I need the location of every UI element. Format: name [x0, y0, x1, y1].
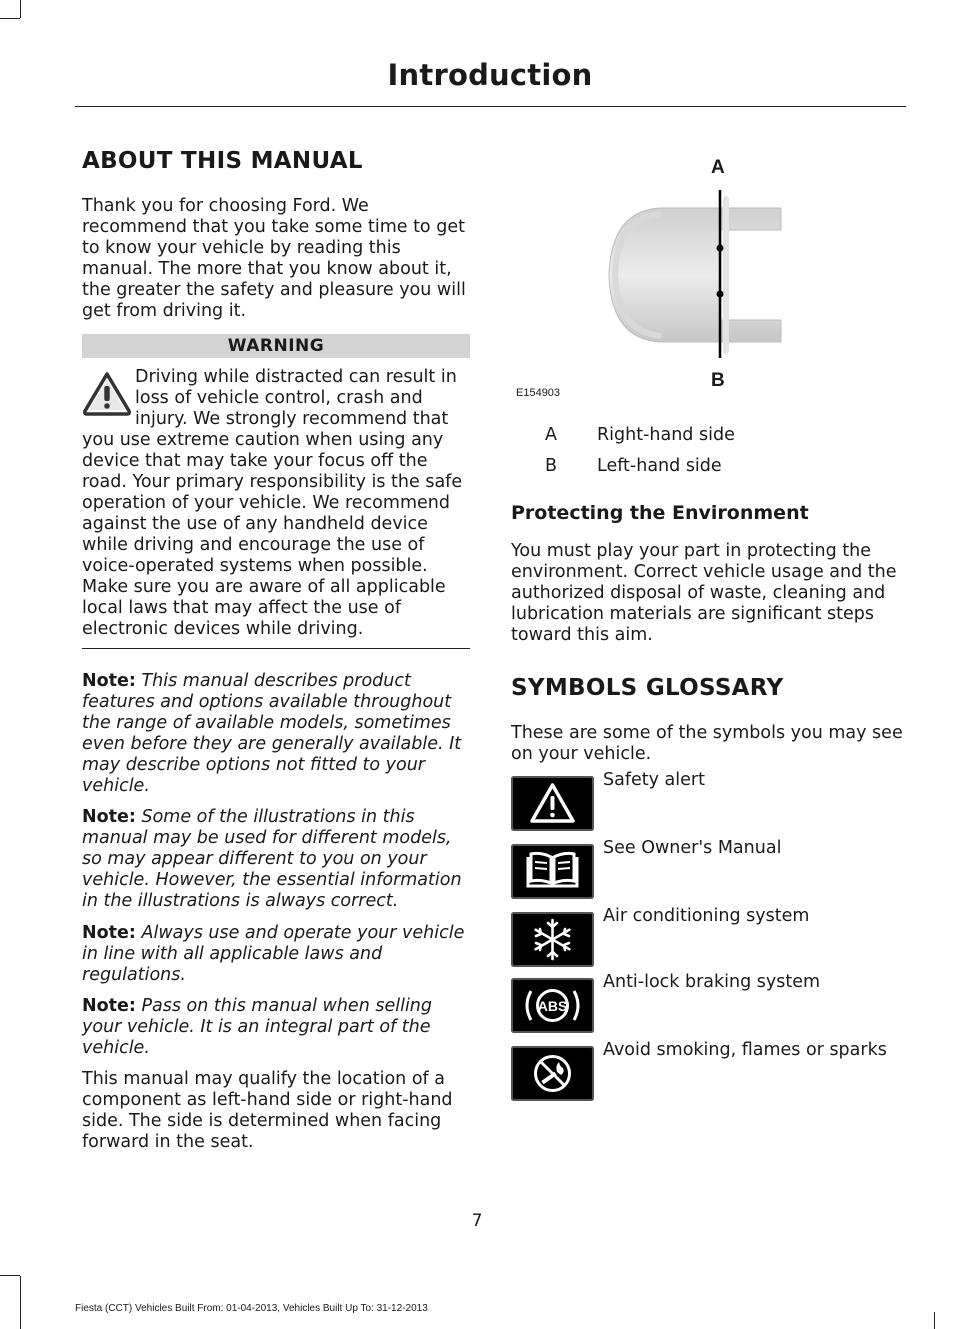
legend-value: Right-hand side [597, 425, 735, 445]
symbol-row-air-conditioning [511, 906, 903, 968]
note-1 [82, 671, 470, 797]
symbol-label: See Owner's Manual [603, 838, 782, 858]
warning-block [82, 367, 470, 640]
about-closing: This manual may qualify the location of a component as left-hand side or right-hand side. The side is determined when facing forward in the seat. [82, 1069, 453, 1152]
note-text: Always use and operate your vehicle in line with all applicable laws and regulations. [82, 923, 465, 985]
glossary-heading: SYMBOLS GLOSSARY [511, 675, 784, 701]
warning-end-rule [82, 648, 470, 649]
figure-label-b: B [711, 370, 725, 391]
symbol-label: Avoid smoking, flames or sparks [603, 1040, 887, 1060]
title-divider [75, 106, 906, 107]
note-3 [82, 923, 470, 986]
air-conditioning-icon [511, 912, 594, 967]
symbol-row-abs [511, 972, 903, 1034]
about-heading: ABOUT THIS MANUAL [82, 148, 363, 174]
warning-triangle-icon [82, 371, 132, 417]
symbol-row-safety-alert [511, 770, 903, 832]
glossary-intro: These are some of the symbols you may see on your vehicle. [511, 723, 903, 764]
legend-value: Left-hand side [597, 456, 722, 476]
legend-key: B [545, 456, 558, 476]
vehicle-top-view-illustration [601, 190, 821, 360]
warning-text: Driving while distracted can result in loss of vehicle control, crash and injury. We strongly recommend that you use extreme caution when using any device that may take your focus off the road. Your primary responsibility is the safe operation of your vehicle. We recommend against the use of any handheld device while driving and encourage the use of voice-operated systems when possible. Make sure you are aware of all applicable local laws that may affect the use of electronic devices while driving. [82, 367, 463, 639]
crop-mark [20, 0, 21, 18]
figure-label-a: A [711, 157, 725, 178]
svg-text:ABS: ABS [537, 998, 568, 1014]
note-label: Note: [82, 996, 136, 1016]
symbol-row-owners-manual [511, 838, 903, 900]
note-4 [82, 996, 470, 1059]
note-text: Pass on this manual when selling your vehicle. It is an integral part of the vehicle. [82, 996, 433, 1058]
note-label: Note: [82, 807, 136, 827]
crop-mark [0, 1275, 20, 1276]
symbol-row-no-smoking [511, 1040, 903, 1102]
no-smoking-flames-icon [511, 1046, 594, 1101]
crop-mark [20, 1276, 21, 1329]
legend-key: A [545, 425, 557, 445]
abs-icon [511, 978, 594, 1033]
note-label: Note: [82, 923, 136, 943]
page-footer: Fiesta (CCT) Vehicles Built From: 01-04-2013, Vehicles Built Up To: 31-12-2013 [75, 1303, 428, 1314]
crop-mark [934, 1312, 935, 1329]
note-text: This manual describes product features and options available throughout the range of available models, sometimes even before they are generally available. It may describe options not fitted to your vehicle. [82, 671, 462, 796]
environment-text: You must play your part in protecting the environment. Correct vehicle usage and the authorized disposal of waste, cleaning and lubrication materials are significant steps toward this aim. [511, 541, 897, 645]
warning-bar: WARNING [82, 334, 470, 358]
figure-code: E154903 [516, 387, 561, 399]
page-number: 7 [471, 1211, 483, 1231]
crop-mark [0, 18, 20, 19]
symbol-label: Safety alert [603, 770, 705, 790]
note-text: Some of the illustrations in this manual may be used for different models, so may appear different to you on your vehicle. However, the essential information in the illustrations is always correct. [82, 807, 462, 911]
symbol-label: Anti-lock braking system [603, 972, 821, 992]
note-2 [82, 807, 470, 912]
symbol-label: Air conditioning system [603, 906, 810, 926]
note-label: Note: [82, 671, 136, 691]
about-intro: Thank you for choosing Ford. We recommend that you take some time to get to know your vehicle by reading this manual. The more that you know about it, the greater the safety and pleasure you will get from driving it. [82, 196, 466, 321]
environment-heading: Protecting the Environment [511, 502, 809, 524]
safety-alert-icon [511, 776, 594, 831]
owners-manual-icon [511, 844, 594, 899]
page-title: Introduction [387, 58, 593, 92]
